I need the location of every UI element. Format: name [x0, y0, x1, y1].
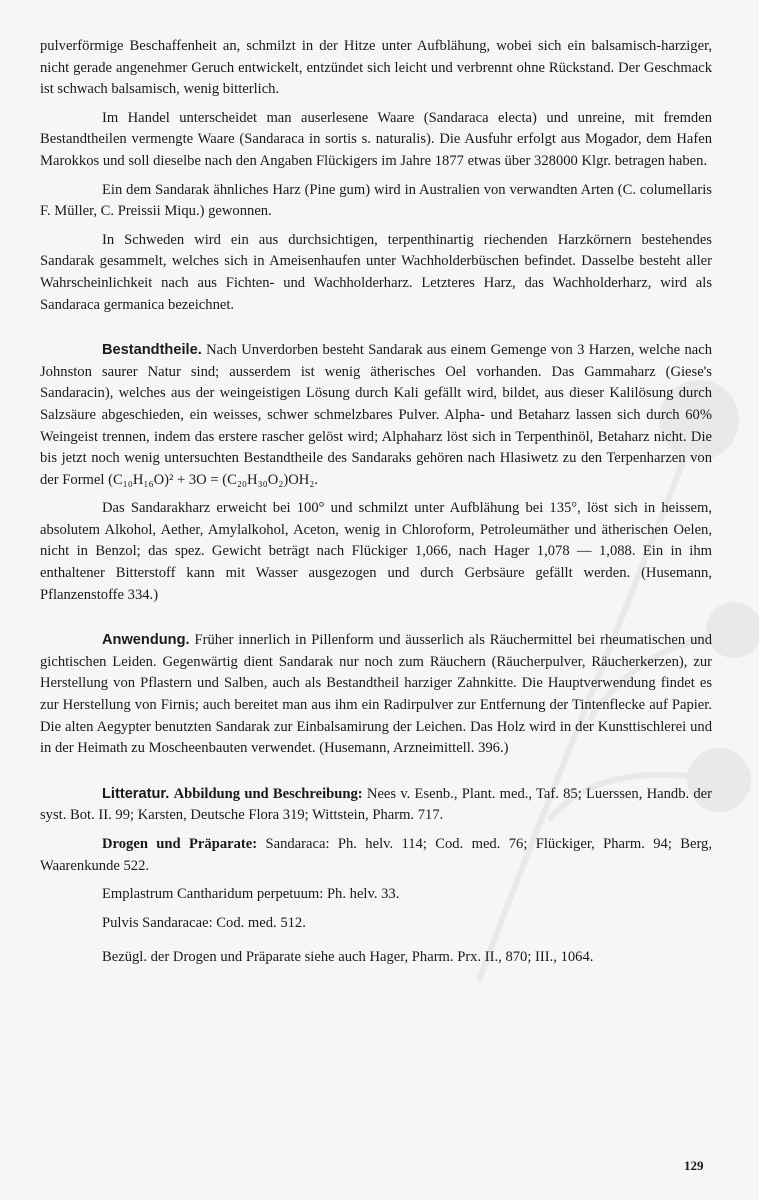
section-heading: Litteratur.	[102, 785, 170, 802]
paragraph-australia: Ein dem Sandarak ähnliches Harz (Pine gum) wird in Australien von verwandten Arten (C. columellaris F. Müller, C. Preissii Miqu.) gewonnen.	[40, 181, 712, 220]
section-text: Nees v. Esenb., Plant. med., Taf. 85; Luerssen, Handb. der syst. Bot. II. 99; Karsten, Deutsche Flora 319; Wittstein, Pharm. 717.	[40, 785, 713, 824]
section-text: Früher innerlich in Pillenform und äusserlich als Räuchermittel bei rheumatischen und gichtischen Leiden. Gegenwärtig dient Sandarak nur noch zum Räuchern (Räucherpulver, Räucherkerzen), zur Herstellung von Pflastern und Salben, auch als Bestandtheil harziger Zahnkitte. Die Hauptverwendung findet es zur Herstellung von Firnis; auch bereitet man aus ihm ein Radirpulver zur Entfernung der Tintenflecke auf Papier. Die alten Aegypter benutzten Sandarak zur Einbalsamirung der Leichen. Das Holz wird in der Kunsttischlerei und in der Heimath zu Moscheenbauten verwendet. (Husemann, Arzneimittell. 396.)	[40, 632, 712, 757]
section-heading: Anwendung.	[102, 632, 190, 649]
section-subheading: Drogen und Präparate:	[102, 836, 258, 852]
drogen-line: Emplastrum Cantharidum perpetuum: Ph. helv. 33.	[102, 886, 400, 903]
drogen-line: Sandaraca: Ph. helv. 114; Cod. med. 76; Flückiger, Pharm. 94; Berg, Waarenkunde 522.	[40, 836, 712, 874]
section-litteratur	[40, 784, 712, 827]
paragraph-resin-properties: Das Sandarakharz erweicht bei 100° und schmilzt unter Aufblähung bei 135°, löst sich in heissem, absolutem Alkohol, Aether, Amylalkohol, Aceton, wenig in Chloroform, Petroleumäther und ätherischen Oelen, nicht in Benzol; das spez. Gewicht beträgt nach Flückiger 1,066, nach Hager 1,078 — 1,088. Ein in ihm enthaltener Bitterstoff kann mit Wasser ausgezogen und durch Gerbsäure gefällt werden. (Husemann, Pflanzenstoffe 334.)	[40, 500, 712, 603]
section-subheading: Abbildung und Beschreibung:	[173, 785, 363, 802]
paragraph-properties: pulverförmige Beschaffenheit an, schmilzt in der Hitze unter Aufblähung, wobei sich ein balsamisch-harziger, nicht gerade angenehmer Geruch entwickelt, entzündet sich leicht und verbrennt ohne Rückstand. Der Geschmack ist schwach balsamisch, wenig bitterlich.	[40, 38, 712, 98]
section-text: Nach Unverdorben besteht Sandarak aus einem Gemenge von 3 Harzen, welche nach Johnston saurer Natur sind; ausserdem ist wenig ätherisches Oel vorhanden. Das Gammaharz (Giese's Sandaracin), welches aus der weingeistigen Lösung durch Kali gefällt wird, bildet, aus dieser Kalilösung durch Salzsäure abgeschieden, ein weisses, schwer schmelzbares Pulver. Alpha- und Betaharz lassen sich durch 60% Weingeist trennen, indem das erstere rascher gelöst wird; Alphaharz löst sich in Terpenthinöl, Betaharz nicht. Die bis jetzt noch wenig untersuchten Bestandtheile des Sandaraks gehören nach Hlasiwetz zu den Terpenharzen von der Formel (C₁₀H₁₆O)² + 3O = (C₂₀H₃₀O₂)OH₂.	[40, 342, 713, 488]
section-heading: Bestandtheile.	[102, 342, 202, 359]
paragraph-trade: Im Handel unterscheidet man auserlesene Waare (Sandaraca electa) und unreine, mit fremden Bestandtheilen vermengte Waare (Sandaraca in sortis s. naturalis). Die Ausfuhr erfolgt aus Mogador, dem Hafen Marokkos und soll dieselbe nach den Angaben Flückigers im Jahre 1877 etwas über 328000 Klgr. betragen haben.	[40, 109, 712, 169]
paragraph-reference-note: Bezügl. der Drogen und Präparate siehe auch Hager, Pharm. Prx. II., 870; III., 1064.	[102, 949, 594, 966]
paragraph-sweden: In Schweden wird ein aus durchsichtigen, terpenthinartig riechenden Harzkörnern bestehendes Sandarak gesammelt, welches sich in Ameisenhaufen unter Wachholderbüschen befindet. Dasselbe besteht aller Wahrscheinlichkeit nach aus Fichten- und Wachholderharz. Letzteres Harz, das Wachholderharz, wird als Sandaraca germanica bezeichnet.	[40, 231, 712, 313]
section-bestandtheile	[40, 340, 712, 491]
page-number: 129	[684, 1158, 704, 1173]
section-drogen	[40, 834, 712, 877]
body-text	[40, 36, 712, 976]
section-anwendung	[40, 630, 712, 760]
drogen-line: Pulvis Sandaracae: Cod. med. 512.	[102, 914, 306, 931]
